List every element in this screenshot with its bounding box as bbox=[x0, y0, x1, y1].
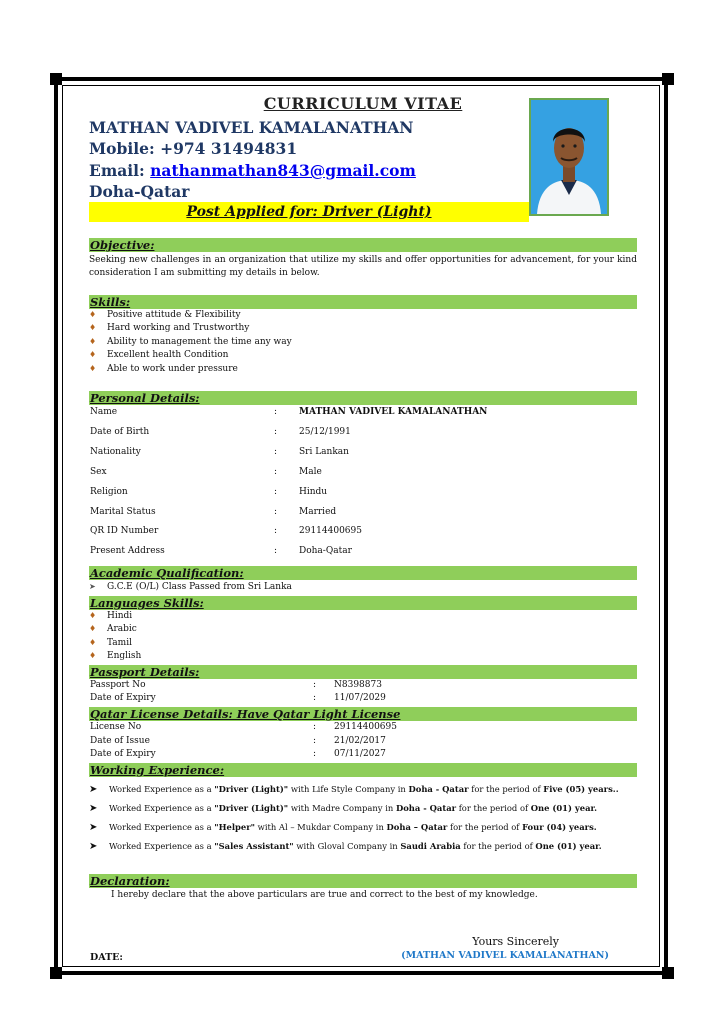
list-item: ♦ Ability to management the time any way bbox=[89, 337, 292, 347]
section-license-heading: Qatar License Details: Have Qatar Light License bbox=[89, 707, 637, 721]
page-title: CURRICULUM VITAE bbox=[263, 94, 463, 113]
section-languages-heading: Languages Skills: bbox=[89, 596, 637, 610]
post-applied: Post Applied for: Driver (Light) bbox=[89, 202, 529, 222]
list-item: ➤ G.C.E (O/L) Class Passed from Sri Lanka bbox=[89, 582, 292, 592]
bullet-icon: ♦ bbox=[89, 323, 97, 332]
bullet-icon: ♦ bbox=[89, 310, 97, 319]
bullet-icon: ♦ bbox=[89, 350, 97, 359]
arrow-bullet-icon: ➤ bbox=[89, 841, 98, 852]
bullet-icon: ♦ bbox=[89, 651, 97, 660]
arrow-bullet-icon: ➤ bbox=[89, 803, 98, 814]
list-item: ♦ Arabic bbox=[89, 624, 137, 634]
arrow-bullet-icon: ➤ bbox=[89, 784, 98, 795]
corner-ornament bbox=[50, 967, 62, 979]
objective-text: Seeking new challenges in an organization that utilize my skills and offer opportunities for advancement, for your kind consideration I am submitting my details in below. bbox=[89, 255, 637, 278]
declaration-text: I hereby declare that the above particulars are true and correct to the best of my knowledge. bbox=[111, 890, 538, 900]
corner-ornament bbox=[50, 73, 62, 85]
bullet-icon: ♦ bbox=[89, 611, 97, 620]
corner-ornament bbox=[662, 967, 674, 979]
location: Doha-Qatar bbox=[89, 182, 190, 201]
closing-text: Yours Sincerely bbox=[472, 935, 559, 948]
bullet-icon: ➤ bbox=[89, 582, 96, 591]
list-item: ♦ Hard working and Trustworthy bbox=[89, 323, 250, 333]
email-line bbox=[89, 161, 416, 180]
section-work-heading: Working Experience: bbox=[89, 763, 637, 777]
list-item: ➤ Worked Experience as a "Driver (Light)" with Life Style Company in Doha - Qatar for the period of Five (05) years.. bbox=[89, 784, 619, 795]
bullet-icon: ♦ bbox=[89, 337, 97, 346]
section-declaration-heading: Declaration: bbox=[89, 874, 637, 888]
list-item: ♦ Positive attitude & Flexibility bbox=[89, 310, 241, 320]
list-item: ♦ Hindi bbox=[89, 611, 133, 621]
mobile-number: Mobile: +974 31494831 bbox=[89, 139, 298, 158]
section-skills-heading: Skills: bbox=[89, 295, 637, 309]
list-item: ♦ English bbox=[89, 651, 142, 661]
date-label: DATE: bbox=[90, 952, 123, 963]
section-passport-heading: Passport Details: bbox=[89, 665, 637, 679]
list-item: ➤ Worked Experience as a "Sales Assistant" with Gloval Company in Saudi Arabia for the period of One (01) year. bbox=[89, 841, 602, 852]
arrow-bullet-icon: ➤ bbox=[89, 822, 98, 833]
list-item: ➤ Worked Experience as a "Helper" with Al – Mukdar Company in Doha – Qatar for the period of Four (04) years. bbox=[89, 822, 597, 833]
list-item: ♦ Tamil bbox=[89, 638, 132, 648]
bullet-icon: ♦ bbox=[89, 638, 97, 647]
corner-ornament bbox=[662, 73, 674, 85]
list-item: ♦ Excellent health Condition bbox=[89, 350, 229, 360]
signature-name: (MATHAN VADIVEL KAMALANATHAN) bbox=[401, 950, 609, 961]
section-personal-heading: Personal Details: bbox=[89, 391, 637, 405]
list-item: ♦ Able to work under pressure bbox=[89, 364, 238, 374]
email-link[interactable]: nathanmathan843@gmail.com bbox=[150, 161, 416, 180]
profile-photo bbox=[529, 98, 609, 216]
bullet-icon: ♦ bbox=[89, 364, 97, 373]
list-item: ➤ Worked Experience as a "Driver (Light)" with Madre Company in Doha - Qatar for the period of One (01) year. bbox=[89, 803, 598, 814]
section-academic-heading: Academic Qualification: bbox=[89, 566, 637, 580]
bullet-icon: ♦ bbox=[89, 624, 97, 633]
section-objective-heading: Objective: bbox=[89, 238, 637, 252]
email-label: Email: bbox=[89, 161, 151, 180]
applicant-name: MATHAN VADIVEL KAMALANATHAN bbox=[89, 118, 414, 137]
